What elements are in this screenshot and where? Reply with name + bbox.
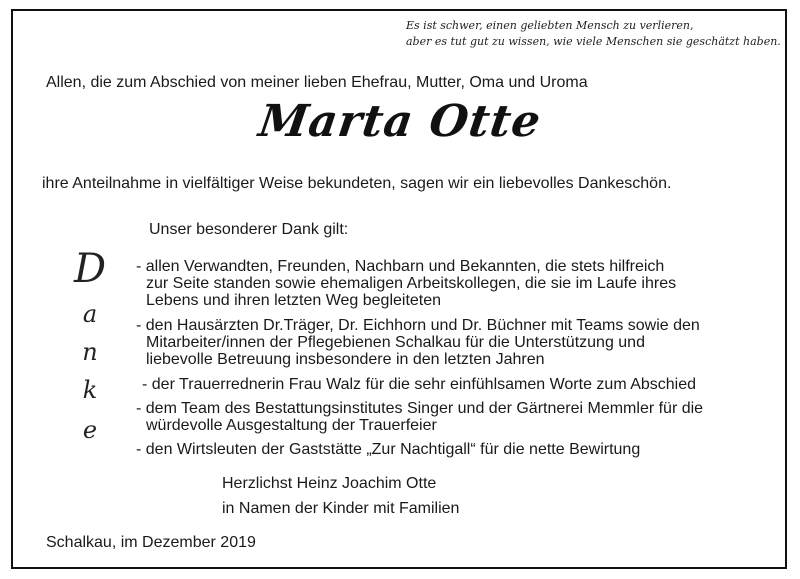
danke-letter: a [82,300,98,328]
intro-text: Allen, die zum Abschied von meiner lieben Ehefrau, Mutter, Oma und Uroma [46,74,588,91]
thanks-item [136,441,640,458]
thanks-item-line: - den Hausärzten Dr.Träger, Dr. Eichhorn und Dr. Büchner mit Teams sowie den [136,317,700,334]
danke-letter: k [82,376,98,404]
thanks-item-line: liebevolle Betreuung insbesondere in den letzten Jahren [146,351,545,368]
signature-line: in Namen der Kinder mit Familien [222,500,460,517]
thanks-item-line: - der Trauerrednerin Frau Walz für die sehr einfühlsamen Worte zum Abschied [142,376,697,393]
danke-letter: D [73,246,107,292]
thanks-item-line: - dem Team des Bestattungsinstitutes Singer und der Gärtnerei Memmler für die [136,400,704,417]
thanks-item-line: zur Seite standen sowie ehemaligen Arbeitskollegen, die sie im Laufe ihres [146,275,677,292]
danke-letter: e [82,416,98,444]
thanks-item-line: - allen Verwandten, Freunden, Nachbarn und Bekannten, die stets hilfreich [136,258,665,275]
thanks-item-line: Lebens und ihren letzten Weg begleiteten [146,292,442,309]
special-thanks-heading: Unser besonderer Dank gilt: [149,221,349,238]
thanks-item-line: würdevolle Ausgestaltung der Trauerfeier [146,417,437,434]
quote-line: Es ist schwer, einen geliebten Mensch zu verlieren, [406,19,694,32]
danke-letter: n [82,338,98,366]
deceased-name: Marta Otte [255,96,545,147]
thanks-item [136,317,700,368]
thanks-item [142,376,696,393]
thanks-item-line: - den Wirtsleuten der Gaststätte „Zur Nachtigall“ für die nette Bewirtung [136,441,641,458]
quote-line: aber es tut gut zu wissen, wie viele Menschen sie geschätzt haben. [406,35,781,48]
quote [406,18,781,50]
signature-line: Herzlichst Heinz Joachim Otte [222,475,437,492]
thanks-item-line: Mitarbeiter/innen der Pflegebienen Schalkau für die Unterstützung und [146,334,645,351]
thanks-item [136,258,676,309]
thanks-item [136,400,703,434]
place-date: Schalkau, im Dezember 2019 [46,534,256,551]
thanks-text: ihre Anteilnahme in vielfältiger Weise bekundeten, sagen wir ein liebevolles Dankeschön. [42,175,672,192]
